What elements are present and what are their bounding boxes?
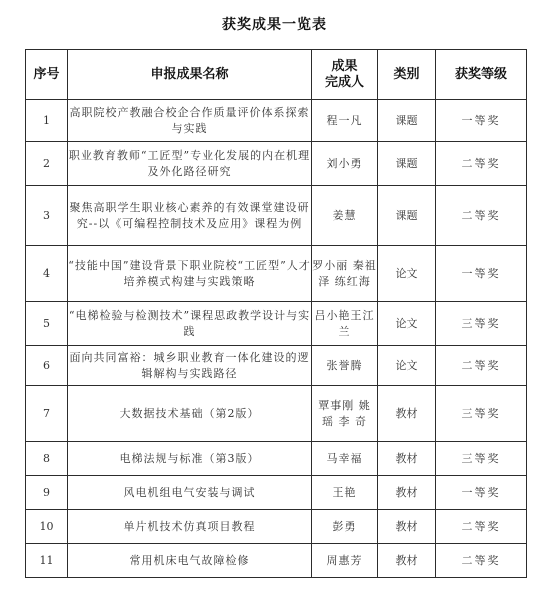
cell-person: 吕小艳王江兰 xyxy=(312,302,378,346)
cell-category: 课题 xyxy=(378,186,436,246)
cell-category: 教材 xyxy=(378,544,436,578)
table-row xyxy=(26,510,527,544)
cell-person: 刘小勇 xyxy=(312,142,378,186)
cell-award: 二等奖 xyxy=(436,544,527,578)
cell-no: 7 xyxy=(26,386,68,442)
cell-person: 彭勇 xyxy=(312,510,378,544)
cell-category: 论文 xyxy=(378,302,436,346)
cell-person: 覃事刚 姚 瑶 李 奇 xyxy=(312,386,378,442)
cell-person: 马幸福 xyxy=(312,442,378,476)
cell-no: 11 xyxy=(26,544,68,578)
header-category: 类别 xyxy=(378,50,436,100)
cell-name: 职业教育教师“工匠型”专业化发展的内在机理及外化路径研究 xyxy=(68,142,312,186)
cell-award: 三等奖 xyxy=(436,386,527,442)
cell-category: 论文 xyxy=(378,246,436,302)
cell-name: “电梯检验与检测技术”课程思政教学设计与实践 xyxy=(68,302,312,346)
awards-table xyxy=(25,49,527,578)
cell-category: 教材 xyxy=(378,442,436,476)
cell-award: 一等奖 xyxy=(436,100,527,142)
cell-name: “技能中国”建设背景下职业院校“工匠型”人才培养模式构建与实践策略 xyxy=(68,246,312,302)
cell-name: 电梯法规与标准（第3版） xyxy=(68,442,312,476)
header-person-line2: 完成人 xyxy=(324,74,364,90)
table-row xyxy=(26,544,527,578)
cell-person: 姜慧 xyxy=(312,186,378,246)
cell-award: 二等奖 xyxy=(436,510,527,544)
table-row xyxy=(26,100,527,142)
cell-name: 聚焦高职学生职业核心素养的有效课堂建设研究--以《可编程控制技术及应用》课程为例 xyxy=(68,186,312,246)
header-no: 序号 xyxy=(26,50,68,100)
header-person-line1: 成果 xyxy=(331,58,358,74)
cell-category: 教材 xyxy=(378,386,436,442)
cell-award: 二等奖 xyxy=(436,346,527,386)
table-row xyxy=(26,386,527,442)
cell-award: 三等奖 xyxy=(436,442,527,476)
header-name: 申报成果名称 xyxy=(68,50,312,100)
cell-name: 面向共同富裕：城乡职业教育一体化建设的逻辑解构与实践路径 xyxy=(68,346,312,386)
cell-no: 6 xyxy=(26,346,68,386)
cell-no: 2 xyxy=(26,142,68,186)
header-person xyxy=(312,50,378,100)
cell-no: 1 xyxy=(26,100,68,142)
cell-name: 大数据技术基础（第2版） xyxy=(68,386,312,442)
cell-award: 二等奖 xyxy=(436,142,527,186)
table-header-row xyxy=(26,50,527,100)
cell-no: 5 xyxy=(26,302,68,346)
cell-category: 教材 xyxy=(378,476,436,510)
cell-name: 单片机技术仿真项目教程 xyxy=(68,510,312,544)
cell-person: 罗小丽 秦祖泽 练红海 xyxy=(312,246,378,302)
cell-category: 教材 xyxy=(378,510,436,544)
cell-award: 一等奖 xyxy=(436,476,527,510)
cell-person: 王艳 xyxy=(312,476,378,510)
cell-no: 9 xyxy=(26,476,68,510)
table-row xyxy=(26,302,527,346)
cell-category: 论文 xyxy=(378,346,436,386)
cell-person: 周惠芳 xyxy=(312,544,378,578)
cell-name: 风电机组电气安装与调试 xyxy=(68,476,312,510)
cell-award: 三等奖 xyxy=(436,302,527,346)
cell-award: 二等奖 xyxy=(436,186,527,246)
cell-name: 常用机床电气故障检修 xyxy=(68,544,312,578)
table-row xyxy=(26,186,527,246)
table-row xyxy=(26,476,527,510)
table-row xyxy=(26,346,527,386)
cell-no: 3 xyxy=(26,186,68,246)
header-award: 获奖等级 xyxy=(436,50,527,100)
cell-no: 4 xyxy=(26,246,68,302)
cell-no: 8 xyxy=(26,442,68,476)
table-row xyxy=(26,246,527,302)
cell-no: 10 xyxy=(26,510,68,544)
cell-name: 高职院校产教融合校企合作质量评价体系探索与实践 xyxy=(68,100,312,142)
cell-award: 一等奖 xyxy=(436,246,527,302)
table-row xyxy=(26,142,527,186)
cell-category: 课题 xyxy=(378,142,436,186)
page-title: 获奖成果一览表 xyxy=(222,17,327,33)
cell-person: 张誉腾 xyxy=(312,346,378,386)
cell-person: 程一凡 xyxy=(312,100,378,142)
cell-category: 课题 xyxy=(378,100,436,142)
table-row xyxy=(26,442,527,476)
